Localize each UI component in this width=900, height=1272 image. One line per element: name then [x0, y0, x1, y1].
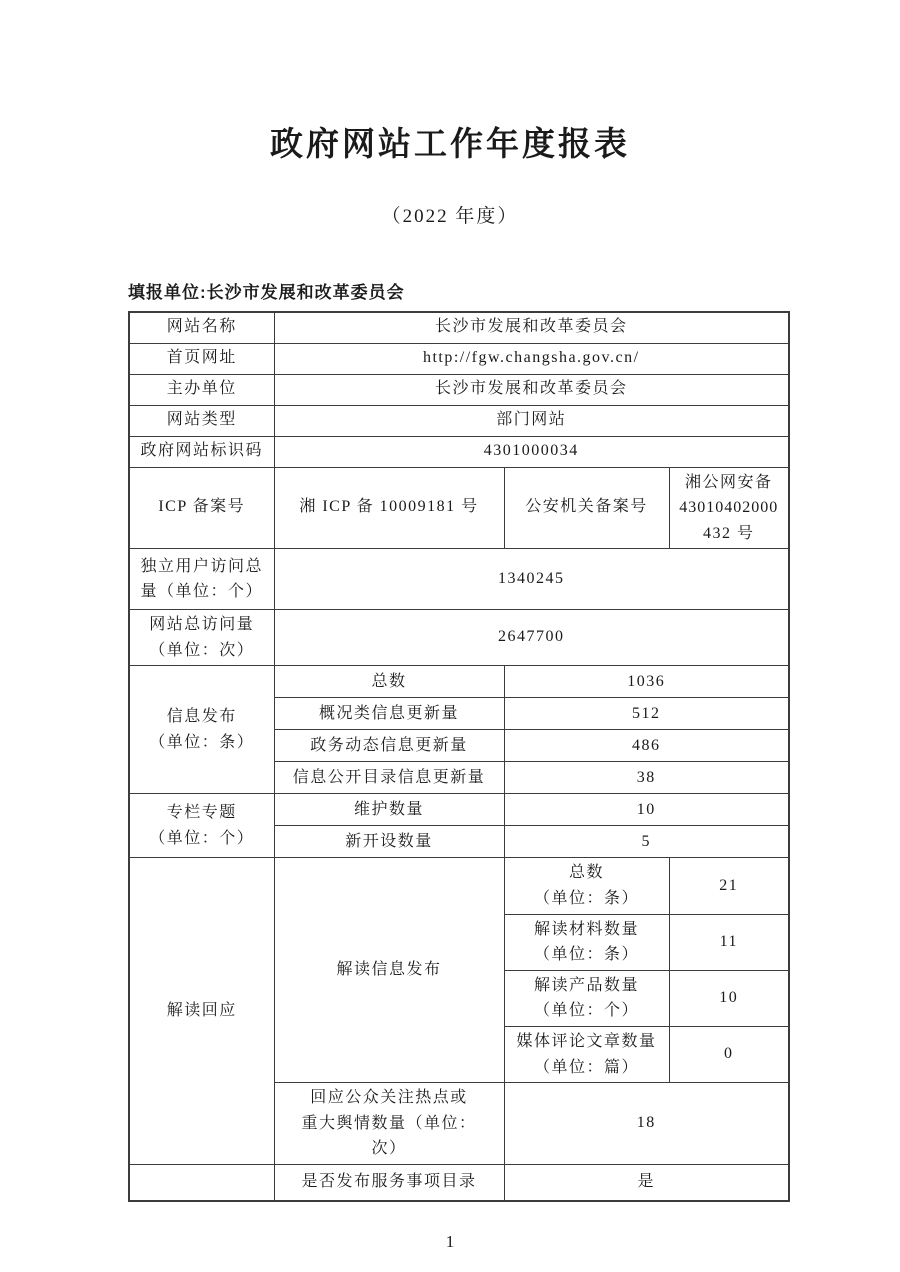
- site-name-value: 长沙市发展和改革委员会: [274, 312, 789, 343]
- info-publish-overview-value: 512: [504, 698, 789, 730]
- site-id-code-label: 政府网站标识码: [129, 436, 274, 467]
- security-filing-value: [669, 467, 789, 549]
- special-topics-maintained-value: 10: [504, 794, 789, 826]
- info-publish-directory-value: 38: [504, 762, 789, 794]
- interpretation-total-label: 总数 （单位：条）: [504, 858, 669, 914]
- service-directory-label: 是否发布服务事项目录: [274, 1165, 504, 1201]
- special-topics-new-value: 5: [504, 826, 789, 858]
- service-directory-empty-cell: [129, 1165, 274, 1201]
- homepage-url-label: 首页网址: [129, 343, 274, 374]
- interpretation-media-label: 媒体评论文章数量 （单位：篇）: [504, 1027, 669, 1083]
- row-unique-visitors: [129, 549, 789, 610]
- row-total-visits: [129, 610, 789, 666]
- interpretation-section-label: 解读回应: [129, 858, 274, 1165]
- interpretation-materials-value: 11: [669, 914, 789, 970]
- info-publish-news-value: 486: [504, 730, 789, 762]
- info-publish-overview-label: 概况类信息更新量: [274, 698, 504, 730]
- interpretation-products-label: 解读产品数量 （单位：个）: [504, 970, 669, 1026]
- filing-unit-line: [128, 278, 900, 303]
- host-unit-value: 长沙市发展和改革委员会: [274, 374, 789, 405]
- homepage-url-value: http://fgw.changsha.gov.cn/: [274, 343, 789, 374]
- info-publish-directory-label: 信息公开目录信息更新量: [274, 762, 504, 794]
- security-filing-line1: 湘公网安备: [685, 473, 773, 491]
- service-directory-value: 是: [504, 1165, 789, 1201]
- special-topics-section-label: 专栏专题 （单位：个）: [129, 794, 274, 858]
- page-number: 1: [445, 1231, 455, 1251]
- security-filing-line3: 432 号: [703, 524, 755, 542]
- site-name-label: 网站名称: [129, 312, 274, 343]
- icp-filing-value: 湘 ICP 备 10009181 号: [274, 467, 504, 549]
- interpretation-publish-label: 解读信息发布: [274, 858, 504, 1083]
- page-title: 政府网站工作年度报表: [270, 125, 630, 162]
- row-icp-filing: [129, 467, 789, 549]
- icp-filing-label: ICP 备案号: [129, 467, 274, 549]
- row-info-publish-total: [129, 666, 789, 698]
- row-special-topics-maintained: [129, 794, 789, 826]
- unique-visitors-value: 1340245: [274, 549, 789, 610]
- interpretation-products-value: 10: [669, 970, 789, 1026]
- public-response-value: 18: [504, 1083, 789, 1165]
- interpretation-media-value: 0: [669, 1027, 789, 1083]
- info-publish-total-label: 总数: [274, 666, 504, 698]
- row-service-directory: [129, 1165, 789, 1201]
- row-host-unit: [129, 374, 789, 405]
- interpretation-total-value: 21: [669, 858, 789, 914]
- row-interpretation-total: [129, 858, 789, 914]
- site-type-label: 网站类型: [129, 405, 274, 436]
- special-topics-maintained-label: 维护数量: [274, 794, 504, 826]
- special-topics-new-label: 新开设数量: [274, 826, 504, 858]
- filing-unit-label: 填报单位:: [128, 283, 207, 302]
- site-id-code-value: 4301000034: [274, 436, 789, 467]
- page-subtitle: （2022 年度）: [381, 206, 519, 227]
- info-publish-news-label: 政务动态信息更新量: [274, 730, 504, 762]
- security-filing-line2: 43010402000: [679, 499, 779, 517]
- total-visits-label: 网站总访问量 （单位：次）: [129, 610, 274, 666]
- interpretation-materials-label: 解读材料数量 （单位：条）: [504, 914, 669, 970]
- total-visits-value: 2647700: [274, 610, 789, 666]
- security-filing-label: 公安机关备案号: [504, 467, 669, 549]
- info-publish-total-value: 1036: [504, 666, 789, 698]
- row-homepage-url: [129, 343, 789, 374]
- unique-visitors-label: 独立用户访问总 量（单位：个）: [129, 549, 274, 610]
- info-publish-section-label: 信息发布 （单位：条）: [129, 666, 274, 794]
- filing-unit-value: 长沙市发展和改革委员会: [206, 283, 405, 302]
- row-site-name: [129, 312, 789, 343]
- host-unit-label: 主办单位: [129, 374, 274, 405]
- site-type-value: 部门网站: [274, 405, 789, 436]
- public-response-label: 回应公众关注热点或 重大舆情数量（单位： 次）: [274, 1083, 504, 1165]
- row-site-id-code: [129, 436, 789, 467]
- row-site-type: [129, 405, 789, 436]
- annual-report-table: [128, 311, 790, 1202]
